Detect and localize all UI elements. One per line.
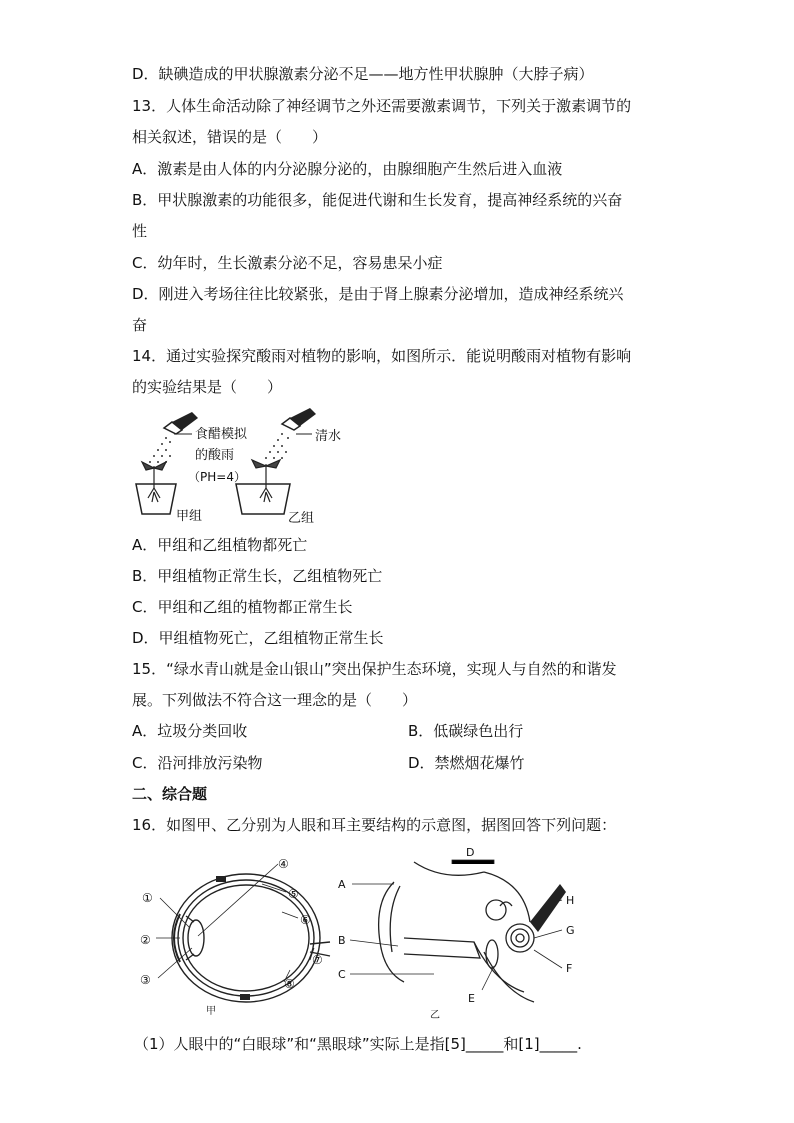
q13-stem-cont: 相关叙述，错误的是（ ） [132, 128, 328, 146]
q12-option-d: D．缺碘造成的甲状腺激素分泌不足——地方性甲状腺肿（大脖子病） [132, 65, 594, 83]
q16-stem: 16．如图甲、乙分别为人眼和耳主要结构的示意图，据图回答下列问题： [132, 816, 617, 834]
q13-option-c: C．幼年时，生长激素分泌不足，容易患呆小症 [132, 254, 443, 272]
q14-option-a: A．甲组和乙组植物都死亡 [132, 536, 308, 554]
eye-label-8: ⑧ [284, 977, 295, 991]
q13-option-a: A．激素是由人体的内分泌腺分泌的，由腺细胞产生然后进入血液 [132, 160, 563, 178]
label-vinegar-1: 食醋模拟 [195, 427, 248, 442]
q13-option-b: B．甲状腺激素的功能很多，能促进代谢和生长发育，提高神经系统的兴奋 [132, 191, 623, 209]
eye-caption: 甲 [206, 1006, 216, 1017]
eye-label-6: ⑥ [300, 913, 311, 927]
pot-a [136, 484, 176, 514]
ear-label-b: B [338, 934, 346, 947]
q15-option-a: A．垃圾分类回收 [132, 722, 248, 740]
q13-option-d: D．刚进入考场往往比较紧张，是由于肾上腺素分泌增加，造成神经系统兴 [132, 285, 624, 303]
q13-option-b-cont: 性 [132, 222, 148, 240]
q15-stem-cont: 展。下列做法不符合这一理念的是（ ） [132, 691, 418, 709]
q14-option-b: B．甲组植物正常生长，乙组植物死亡 [132, 567, 383, 585]
q15-option-d: D．禁燃烟花爆竹 [408, 754, 525, 772]
acid-rain-figure [132, 404, 362, 530]
q15-option-c: C．沿河排放污染物 [132, 754, 263, 772]
q14-stem-cont: 的实验结果是（ ） [132, 378, 283, 396]
ear-label-h: H [566, 894, 575, 907]
label-water: 清水 [315, 429, 342, 444]
eye-label-2: ② [140, 933, 151, 947]
q13-option-d-cont: 奋 [132, 316, 148, 334]
q15-stem: 15．“绿水青山就是金山银山”突出保护生态环境，实现人与自然的和谐发 [132, 660, 617, 678]
spray-drops [149, 437, 171, 463]
eye-label-5: ⑤ [288, 887, 299, 901]
spray-drops [265, 433, 289, 459]
ear-label-e: E [468, 992, 475, 1005]
ear-label-d: D [466, 846, 475, 859]
section-heading: 二、综合题 [132, 785, 208, 803]
ear-label-f: F [566, 962, 573, 975]
q13-stem: 13．人体生命活动除了神经调节之外还需要激素调节，下列关于激素调节的 [132, 97, 632, 115]
label-vinegar-2: 的酸雨 [195, 448, 235, 463]
plant-a [142, 462, 166, 502]
ear-caption: 乙 [430, 1010, 440, 1021]
ear-diagram [334, 842, 584, 1022]
eye-label-3: ③ [140, 973, 151, 987]
q16-sub1: （1）人眼中的“白眼球”和“黑眼球”实际上是指[5]_____和[1]_____. [134, 1035, 582, 1053]
q15-option-b: B．低碳绿色出行 [408, 722, 524, 740]
group-a-label: 甲组 [176, 509, 203, 524]
pot-b [236, 484, 290, 514]
label-ph: （PH=4） [188, 470, 246, 484]
q14-option-d: D．甲组植物死亡，乙组植物正常生长 [132, 629, 384, 647]
ear-label-g: G [566, 924, 575, 937]
watering-can-icon [164, 412, 198, 434]
group-b-label: 乙组 [288, 511, 315, 526]
q14-stem: 14．通过实验探究酸雨对植物的影响，如图所示．能说明酸雨对植物有影响 [132, 347, 632, 365]
watering-can-icon [282, 408, 316, 430]
ear-label-c: C [338, 968, 346, 981]
ear-label-a: A [338, 878, 346, 891]
q14-option-c: C．甲组和乙组的植物都正常生长 [132, 598, 353, 616]
eye-diagram [134, 852, 334, 1022]
plant-b [252, 460, 280, 502]
eye-label-1: ① [142, 891, 153, 905]
eye-label-4: ④ [278, 857, 289, 871]
eye-label-7: ⑦ [312, 953, 323, 967]
